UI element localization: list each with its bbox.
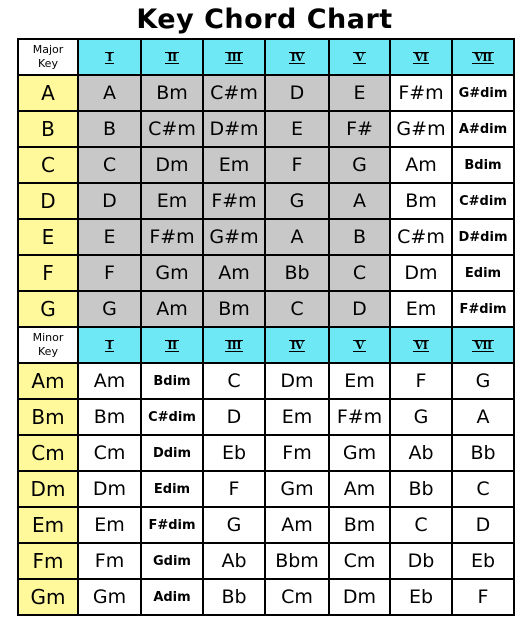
minor-degree-numeral: II [167, 338, 177, 352]
major-chord-cell: F# [329, 111, 390, 147]
major-key-cell: F [18, 255, 78, 291]
major-degree-header [141, 39, 203, 75]
major-key-row [18, 75, 514, 111]
minor-chord-cell: Eb [203, 435, 265, 471]
major-chord-cell: A [265, 219, 329, 255]
minor-chord-cell: D [452, 507, 514, 543]
major-key-row [18, 183, 514, 219]
major-key-cell: A [18, 75, 78, 111]
minor-chord-cell: F [390, 363, 452, 399]
major-key-row [18, 291, 514, 327]
minor-chord-cell: Eb [390, 579, 452, 615]
major-chord-cell: Gm [141, 255, 203, 291]
minor-key-row [18, 399, 514, 435]
major-degree-numeral: I [107, 50, 112, 64]
minor-chord-cell: Bdim [141, 363, 203, 399]
major-chord-cell: F#dim [452, 291, 514, 327]
minor-chord-cell: Adim [141, 579, 203, 615]
major-key-cell: B [18, 111, 78, 147]
minor-chord-cell: D [203, 399, 265, 435]
major-chord-cell: F#m [203, 183, 265, 219]
minor-key-row [18, 543, 514, 579]
major-chord-cell: Dm [390, 255, 452, 291]
minor-chord-cell: Bb [390, 471, 452, 507]
minor-key-row [18, 579, 514, 615]
minor-chord-cell: C [203, 363, 265, 399]
major-header-row [18, 39, 514, 75]
minor-chord-cell: Dm [78, 471, 141, 507]
minor-chord-cell: Gm [329, 435, 390, 471]
minor-degree-numeral: VI [414, 338, 428, 352]
major-degree-numeral: III [227, 50, 241, 64]
major-chord-cell: Bm [390, 183, 452, 219]
minor-chord-cell: F [452, 579, 514, 615]
minor-corner-label [18, 327, 78, 363]
major-chord-cell: D#m [203, 111, 265, 147]
minor-key-cell: Cm [18, 435, 78, 471]
major-chord-cell: B [78, 111, 141, 147]
major-chord-cell: E [78, 219, 141, 255]
major-chord-cell: G#m [203, 219, 265, 255]
minor-chord-cell: F#dim [141, 507, 203, 543]
major-chord-cell: A [78, 75, 141, 111]
major-chord-cell: C#m [203, 75, 265, 111]
major-chord-cell: Am [203, 255, 265, 291]
major-chord-cell: Em [390, 291, 452, 327]
major-chord-cell: C#m [390, 219, 452, 255]
major-chord-cell: A [329, 183, 390, 219]
minor-chord-cell: Gm [78, 579, 141, 615]
major-chord-cell: Em [141, 183, 203, 219]
minor-chord-cell: Dm [329, 579, 390, 615]
major-degree-numeral: IV [290, 50, 304, 64]
major-chord-cell: D [78, 183, 141, 219]
minor-chord-cell: Am [78, 363, 141, 399]
minor-chord-cell: Em [265, 399, 329, 435]
minor-degree-header [452, 327, 514, 363]
minor-chord-cell: Em [78, 507, 141, 543]
major-chord-cell: F#m [141, 219, 203, 255]
minor-chord-cell: G [452, 363, 514, 399]
minor-chord-cell: Fm [78, 543, 141, 579]
major-chord-cell: F [78, 255, 141, 291]
major-chord-cell: E [329, 75, 390, 111]
major-chord-cell: B [329, 219, 390, 255]
minor-chord-cell: Eb [452, 543, 514, 579]
minor-chord-cell: Gm [265, 471, 329, 507]
major-chord-cell: F#m [390, 75, 452, 111]
major-degree-header [390, 39, 452, 75]
major-chord-cell: F [265, 147, 329, 183]
minor-degree-numeral: IV [290, 338, 304, 352]
major-chord-cell: D [265, 75, 329, 111]
major-key-row [18, 111, 514, 147]
minor-chord-cell: G [390, 399, 452, 435]
minor-header-row [18, 327, 514, 363]
major-key-row [18, 255, 514, 291]
major-degree-numeral: V [355, 50, 364, 64]
minor-chord-cell: Ddim [141, 435, 203, 471]
minor-chord-cell: F#m [329, 399, 390, 435]
minor-key-row [18, 435, 514, 471]
major-chord-cell: Am [390, 147, 452, 183]
minor-chord-cell: Cm [329, 543, 390, 579]
major-chord-cell: G [329, 147, 390, 183]
major-chord-cell: C#m [141, 111, 203, 147]
minor-degree-header [141, 327, 203, 363]
major-chord-cell: C#dim [452, 183, 514, 219]
minor-degree-header [203, 327, 265, 363]
major-key-row [18, 219, 514, 255]
major-chord-cell: Bdim [452, 147, 514, 183]
major-key-cell: E [18, 219, 78, 255]
minor-key-row [18, 363, 514, 399]
minor-chord-cell: Bb [203, 579, 265, 615]
major-chord-cell: G#m [390, 111, 452, 147]
minor-chord-cell: A [452, 399, 514, 435]
major-chord-cell: E [265, 111, 329, 147]
major-corner-line: Major [32, 43, 64, 56]
minor-key-cell: Dm [18, 471, 78, 507]
minor-degree-numeral: VII [474, 338, 492, 352]
minor-degree-header [265, 327, 329, 363]
major-chord-cell: Bb [265, 255, 329, 291]
minor-chord-cell: Bm [78, 399, 141, 435]
major-key-cell: G [18, 291, 78, 327]
major-chord-cell: G [265, 183, 329, 219]
minor-degree-numeral: III [227, 338, 241, 352]
minor-chord-cell: Am [265, 507, 329, 543]
major-chord-cell: D [329, 291, 390, 327]
minor-degree-header [329, 327, 390, 363]
major-degree-header [78, 39, 141, 75]
major-degree-header [329, 39, 390, 75]
major-chord-cell: Edim [452, 255, 514, 291]
minor-chord-cell: Am [329, 471, 390, 507]
minor-chord-cell: Cm [78, 435, 141, 471]
minor-chord-cell: Ab [390, 435, 452, 471]
major-degree-numeral: II [167, 50, 177, 64]
major-degree-header [203, 39, 265, 75]
minor-degree-header [78, 327, 141, 363]
major-corner-label [18, 39, 78, 75]
minor-key-cell: Bm [18, 399, 78, 435]
minor-corner-line: Minor [32, 331, 64, 344]
major-chord-cell: C [78, 147, 141, 183]
major-chord-cell: G [78, 291, 141, 327]
minor-key-cell: Am [18, 363, 78, 399]
minor-chord-cell: Ab [203, 543, 265, 579]
minor-chord-cell: C [452, 471, 514, 507]
page-title: Key Chord Chart [136, 4, 393, 35]
major-chord-cell: Em [203, 147, 265, 183]
key-chord-table [17, 38, 515, 616]
minor-chord-cell: Edim [141, 471, 203, 507]
major-chord-cell: Dm [141, 147, 203, 183]
major-chord-cell: C [329, 255, 390, 291]
minor-chord-cell: Bm [329, 507, 390, 543]
minor-degree-numeral: V [355, 338, 364, 352]
major-chord-cell: G#dim [452, 75, 514, 111]
minor-chord-cell: Bb [452, 435, 514, 471]
major-corner-line: Key [38, 57, 58, 70]
major-degree-numeral: VI [414, 50, 428, 64]
minor-corner-line: Key [38, 345, 58, 358]
minor-chord-cell: F [203, 471, 265, 507]
major-key-row [18, 147, 514, 183]
major-key-cell: C [18, 147, 78, 183]
minor-key-cell: Em [18, 507, 78, 543]
minor-key-row [18, 507, 514, 543]
minor-chord-cell: Em [329, 363, 390, 399]
minor-chord-cell: C#dim [141, 399, 203, 435]
major-chord-cell: Bm [141, 75, 203, 111]
major-degree-header [452, 39, 514, 75]
major-chord-cell: A#dim [452, 111, 514, 147]
minor-key-row [18, 471, 514, 507]
minor-chord-cell: Bbm [265, 543, 329, 579]
major-chord-cell: Bm [203, 291, 265, 327]
minor-key-cell: Fm [18, 543, 78, 579]
minor-degree-numeral: I [107, 338, 112, 352]
major-chord-cell: D#dim [452, 219, 514, 255]
minor-chord-cell: Gdim [141, 543, 203, 579]
minor-chord-cell: G [203, 507, 265, 543]
major-key-cell: D [18, 183, 78, 219]
major-chord-cell: C [265, 291, 329, 327]
minor-chord-cell: Db [390, 543, 452, 579]
minor-chord-cell: Dm [265, 363, 329, 399]
major-degree-header [265, 39, 329, 75]
minor-chord-cell: Cm [265, 579, 329, 615]
minor-degree-header [390, 327, 452, 363]
major-chord-cell: Am [141, 291, 203, 327]
minor-chord-cell: C [390, 507, 452, 543]
major-degree-numeral: VII [474, 50, 492, 64]
minor-key-cell: Gm [18, 579, 78, 615]
minor-chord-cell: Fm [265, 435, 329, 471]
